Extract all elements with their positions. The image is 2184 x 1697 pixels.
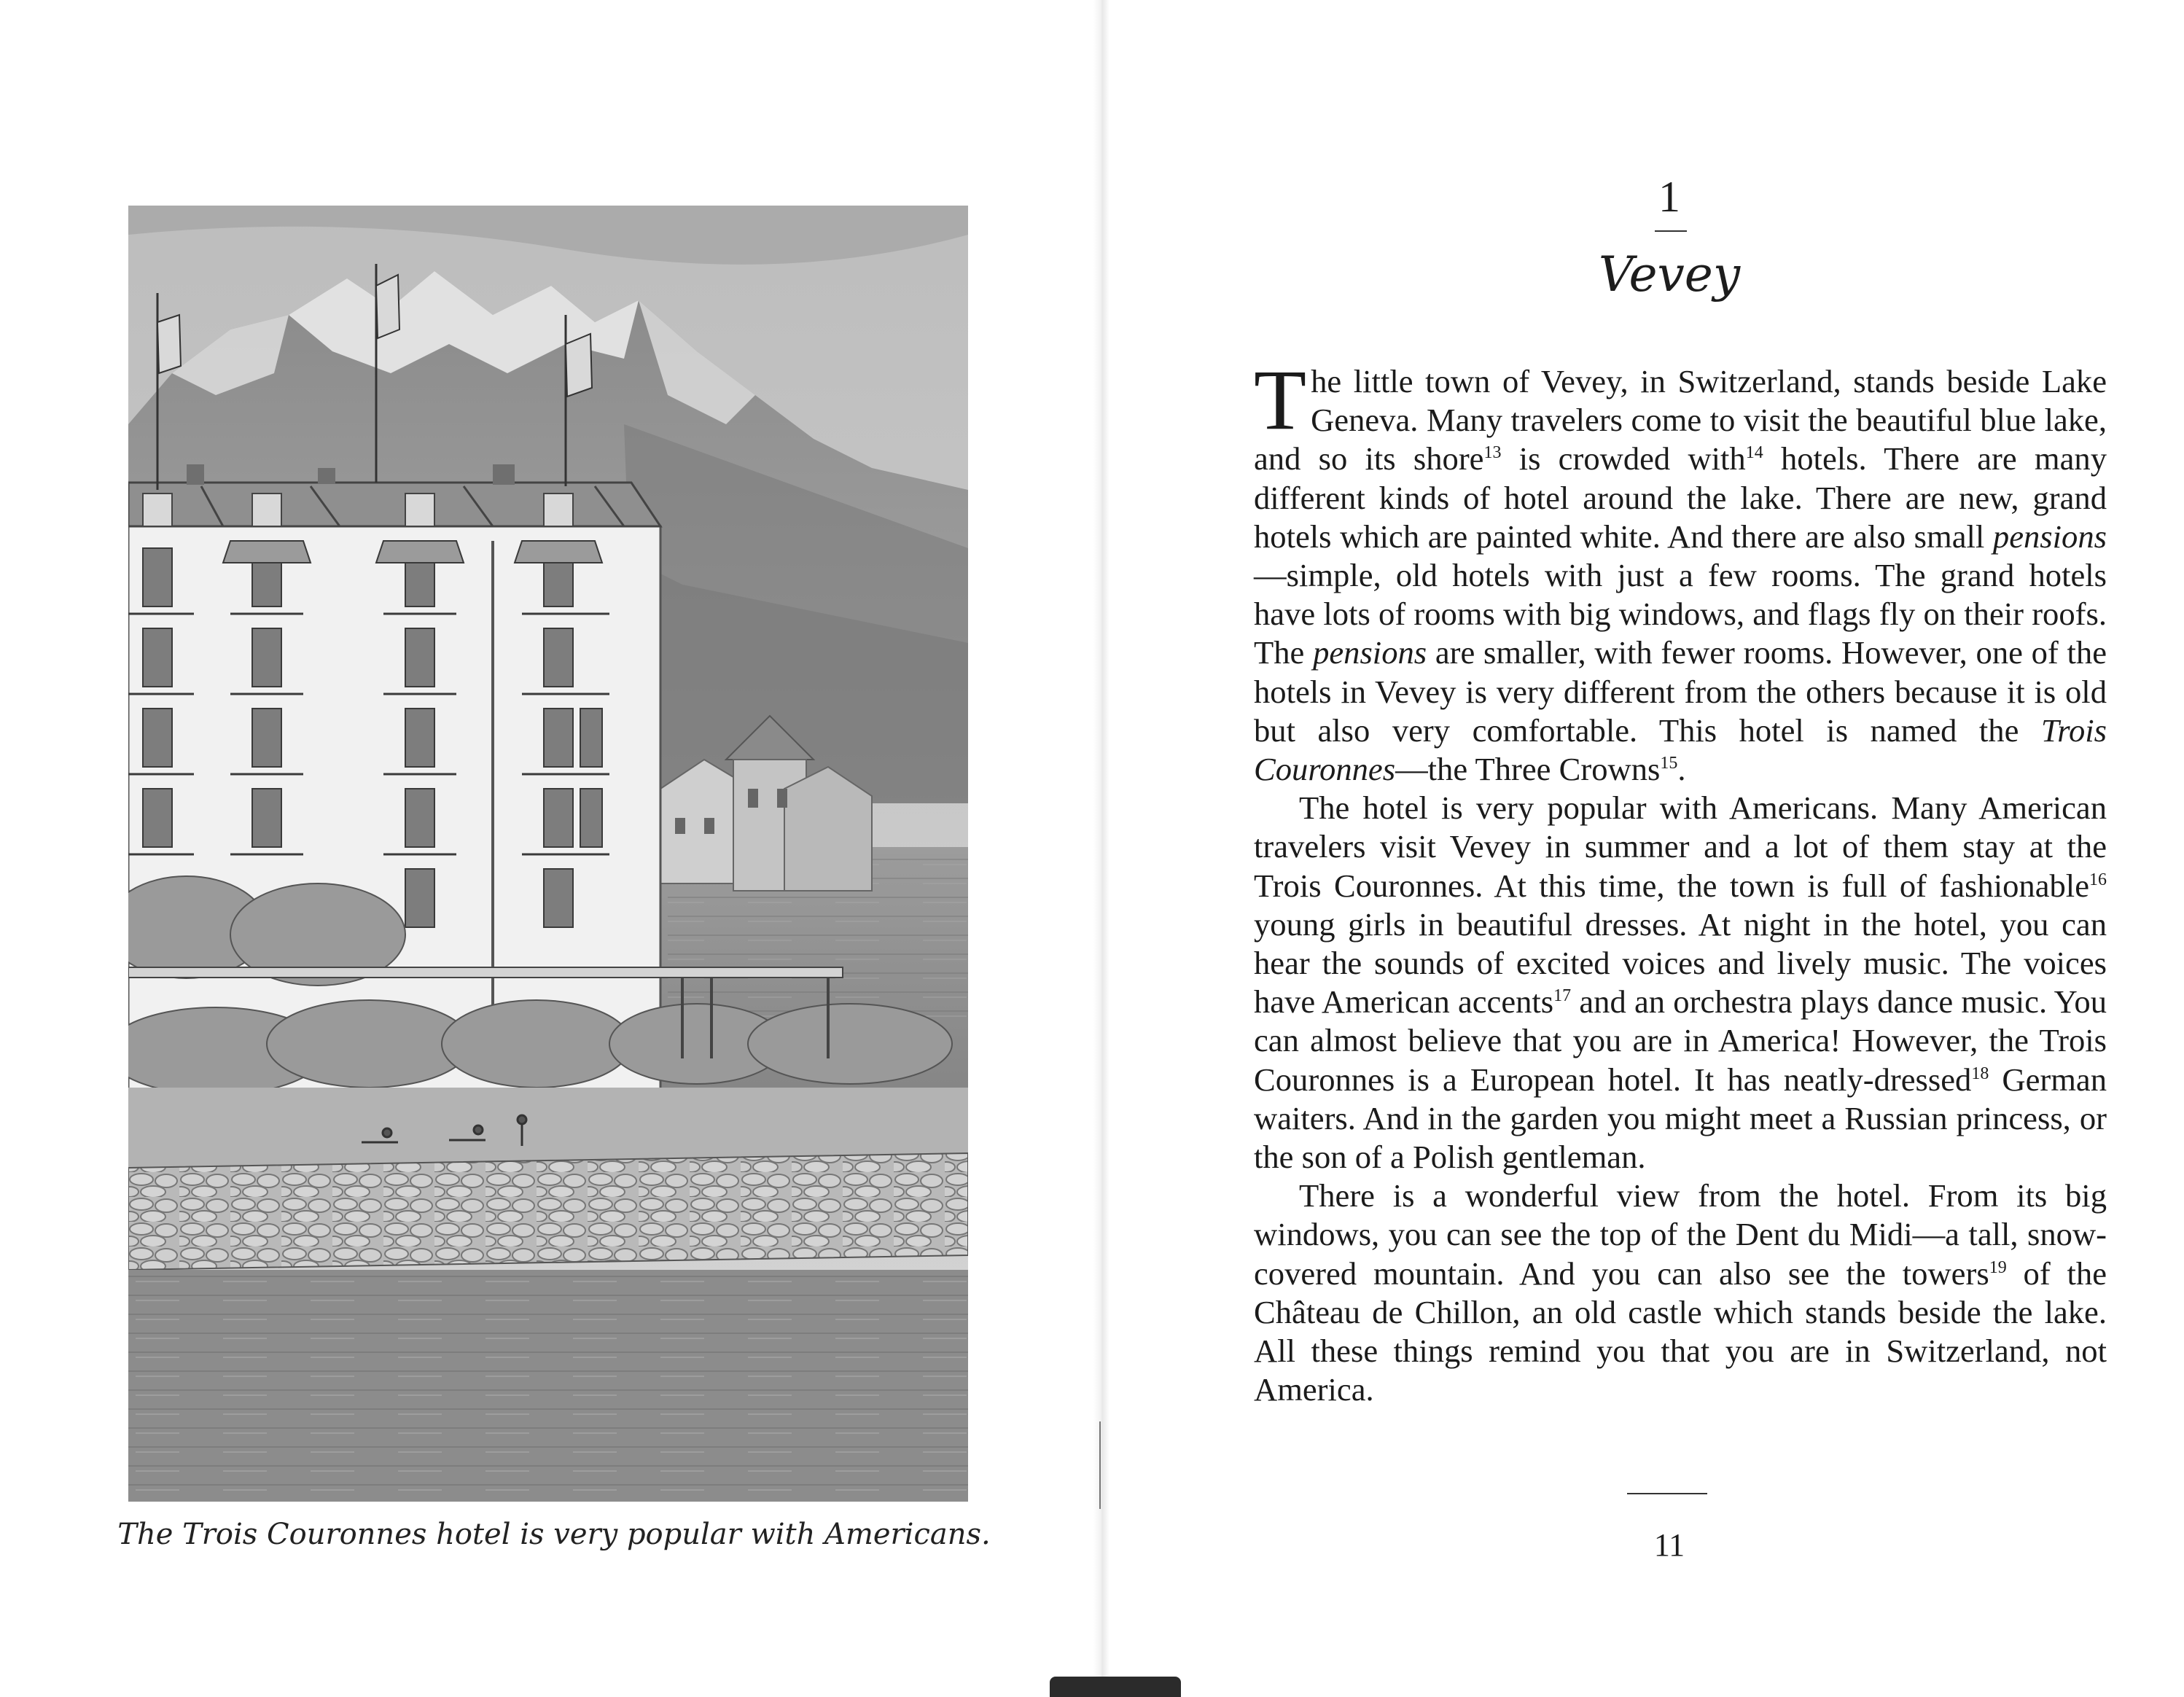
gutter-scan-mark xyxy=(1099,1421,1101,1509)
page-number: 11 xyxy=(1653,1527,1685,1563)
text-run: . xyxy=(1677,751,1686,788)
body-paragraph xyxy=(1254,352,2107,789)
footnote-marker: 14 xyxy=(1745,443,1763,463)
italic-term: pensions xyxy=(1992,518,2107,555)
hotel-illustration xyxy=(128,206,968,1502)
text-run: There is a wonderful view from the hotel. From its big windows, you can see the top of the Dent du Midi—a tall, snow-covered mountain. And you can also see the towers xyxy=(1254,1177,2107,1292)
text-run: he little town of Vevey, in Switzerland, stands beside Lake Geneva. Many travelers come to visit the beautiful blue lake, and so its shore xyxy=(1254,363,2107,477)
italic-term: Trois Couronnes xyxy=(1254,711,2107,788)
hotel-drawing xyxy=(128,206,968,1502)
body-paragraph xyxy=(1254,1177,2107,1409)
footnote-marker: 18 xyxy=(1971,1064,1989,1083)
text-run: young girls in beautiful dresses. At night in the hotel, you can hear the sounds of excited voices and lively music. The voices have American accents xyxy=(1254,905,2107,1021)
footnote-marker: 13 xyxy=(1483,443,1502,463)
italic-term: pensions xyxy=(1313,634,1427,671)
footnote-marker: 17 xyxy=(1553,986,1572,1006)
text-run: and an orchestra plays dance music. You can almost believe that you are in America! However, the Trois Couronnes is a European hotel. It has neatly-dressed xyxy=(1254,983,2107,1098)
illustration-caption: The Trois Couronnes hotel is very popular with Americans. xyxy=(117,1518,991,1551)
chapter-title: Vevey xyxy=(1598,246,1741,303)
footnote-marker: 19 xyxy=(1989,1257,2007,1277)
text-run: are smaller, with fewer rooms. However, one of the hotels in Vevey is very different from the others because it is old but also very comfortable. This hotel is named the xyxy=(1254,634,2107,749)
body-paragraph xyxy=(1254,789,2107,1177)
text-run: The hotel is very popular with Americans. Many American travelers visit Vevey in summer and a lot of them stay at the Trois Couronnes. At this time, the town is full of fashionable xyxy=(1254,789,2107,904)
chapter-number: 1 xyxy=(1658,173,1680,221)
footnote-marker: 15 xyxy=(1660,754,1678,773)
text-run: is crowded with xyxy=(1501,440,1746,477)
drop-cap: T xyxy=(1254,352,1307,448)
book-gutter xyxy=(1093,0,1109,1697)
chapter-body xyxy=(1254,352,2107,1409)
chapter-number-rule xyxy=(1655,230,1687,232)
footnote-marker: 16 xyxy=(2089,870,2107,889)
chapter-end-rule xyxy=(1627,1493,1707,1494)
text-run: —the Three Crowns xyxy=(1395,751,1661,788)
scanner-edge xyxy=(1050,1677,1181,1697)
text-run: —simple, old hotels with just a few rooms. The grand hotels have lots of rooms with big windows, and flags fly on their roofs. The xyxy=(1254,557,2107,671)
text-run: German waiters. And in the garden you might meet a Russian princess, or the son of a Polish gentleman. xyxy=(1254,1061,2107,1176)
text-run: of the Château de Chillon, an old castle which stands beside the lake. All these things remind you that you are in Switzerland, not America. xyxy=(1254,1255,2107,1408)
text-run: hotels. There are many different kinds of hotel around the lake. There are new, grand hotels which are painted white. And there are also small xyxy=(1254,440,2107,555)
